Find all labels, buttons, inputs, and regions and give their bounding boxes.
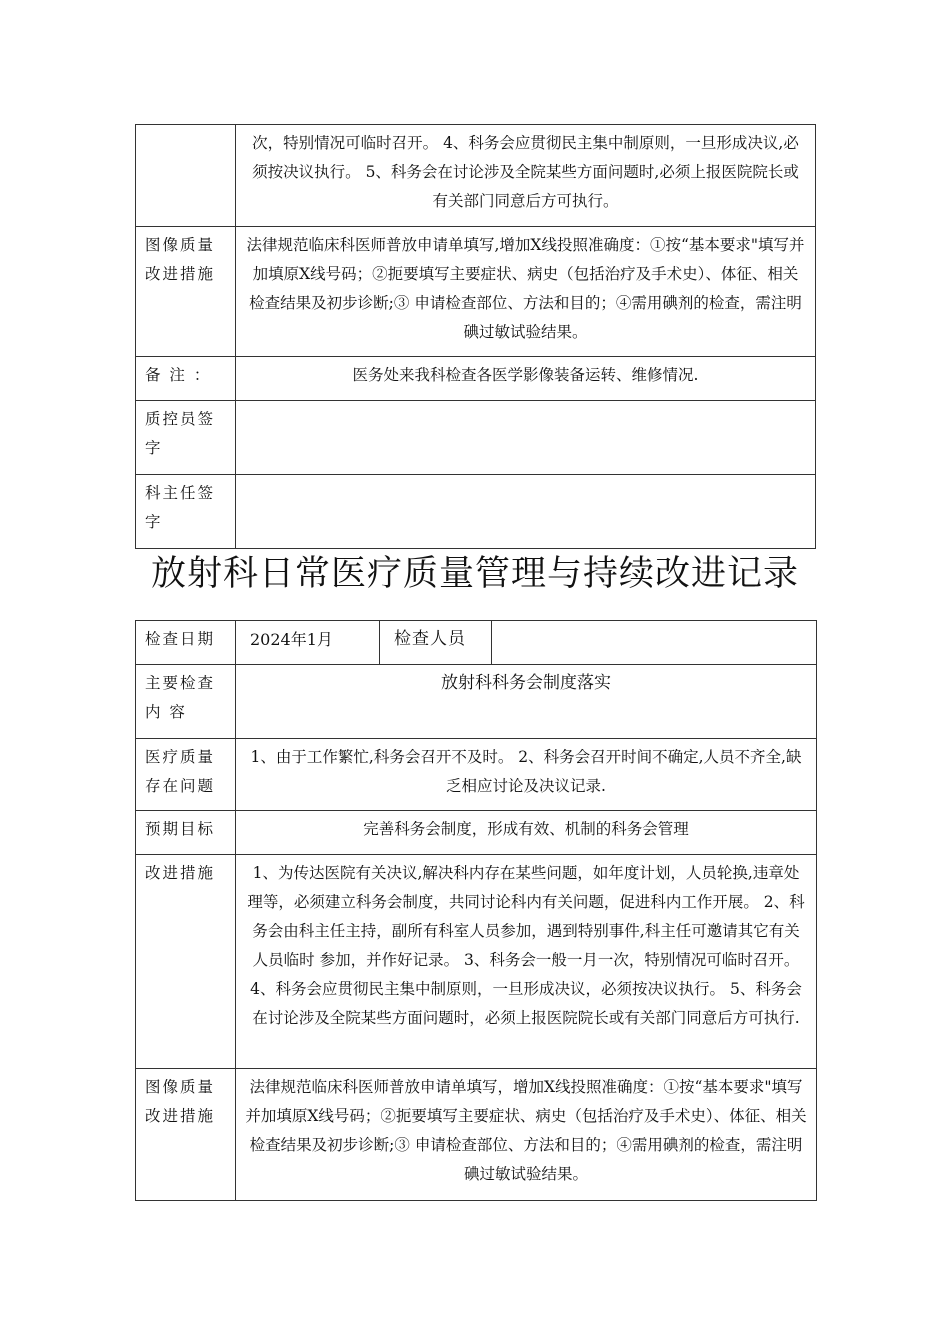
continued-record-table — [135, 124, 816, 549]
quality-record-table — [135, 620, 817, 1201]
row-content: 医务处来我科检查各医学影像装备运转、维修情况. — [236, 357, 816, 401]
signature-label-qc: 质控员签字 — [136, 401, 236, 475]
signature-field-qc — [236, 401, 816, 475]
row-label: 预期目标 — [136, 811, 236, 855]
table-row — [136, 357, 816, 401]
date-value: 2024年1月 — [236, 621, 380, 665]
inspector-label: 检查人员 — [380, 621, 492, 665]
table-row — [136, 621, 817, 665]
row-content: 法律规范临床科医师普放申请单填写，增加X线投照准确度：①按“基本要求"填写并加填原X线号码；②扼要填写主要症状、病史（包括治疗及手术史）、体征、相关检查结果及初步诊断;③ 申请检查部位、方法和目的；④需用碘剂的检查，需注明碘过敏试验结果。 — [236, 1069, 817, 1201]
row-content: 完善科务会制度，形成有效、机制的科务会管理 — [236, 811, 817, 855]
row-content: 1、为传达医院有关决议,解决科内存在某些问题，如年度计划，人员轮换,违章处理等，必须建立科务会制度，共同讨论科内有关问题，促进科内工作开展。 2、科务会由科主任主持，副所有科室人员参加，遇到特别事件,科主任可邀请其它有关人员临时 参加，并作好记录。 3、科务会一般一月一次，特别情况可临时召开。 4、科务会应贯彻民主集中制原则，一旦形成决议，必须按决议执行。 5、科务会在讨论涉及全院某些方面问题时，必须上报医院院长或有关部门同意后方可执行. — [236, 855, 817, 1069]
row-label: 备 注 ： — [136, 357, 236, 401]
row-content: 法律规范临床科医师普放申请单填写,增加X线投照准确度：①按“基本要求"填写并加填原X线号码；②扼要填写主要症状、病史（包括治疗及手术史）、体征、相关检查结果及初步诊断;③ 申请检查部位、方法和目的；④需用碘剂的检查，需注明碘过敏试验结果。 — [236, 227, 816, 357]
table-row — [136, 1069, 817, 1201]
table-row — [136, 227, 816, 357]
table-row — [136, 125, 816, 227]
table-row — [136, 665, 817, 739]
signature-field-director — [236, 475, 816, 549]
table-row — [136, 401, 816, 475]
page-title: 放射科日常医疗质量管理与持续改进记录 — [150, 554, 799, 594]
table-row — [136, 855, 817, 1069]
date-label: 检查日期 — [136, 621, 236, 665]
table-row — [136, 475, 816, 549]
row-label: 主要检查内 容 — [136, 665, 236, 739]
inspector-value — [492, 621, 817, 665]
row-label — [136, 125, 236, 227]
row-label: 图像质量改进措施 — [136, 1069, 236, 1201]
row-label: 改进措施 — [136, 855, 236, 1069]
table-row — [136, 739, 817, 811]
signature-label-director: 科主任签字 — [136, 475, 236, 549]
row-content: 放射科科务会制度落实 — [236, 665, 817, 739]
row-content: 次，特别情况可临时召开。 4、科务会应贯彻民主集中制原则，一旦形成决议,必须按决议执行。 5、科务会在讨论涉及全院某些方面问题时,必须上报医院院长或有关部门同意后方可执行。 — [236, 125, 816, 227]
table-row — [136, 811, 817, 855]
row-content: 1、由于工作繁忙,科务会召开不及时。 2、科务会召开时间不确定,人员不齐全,缺乏相应讨论及决议记录. — [236, 739, 817, 811]
row-label: 图像质量改进措施 — [136, 227, 236, 357]
row-label: 医疗质量存在问题 — [136, 739, 236, 811]
